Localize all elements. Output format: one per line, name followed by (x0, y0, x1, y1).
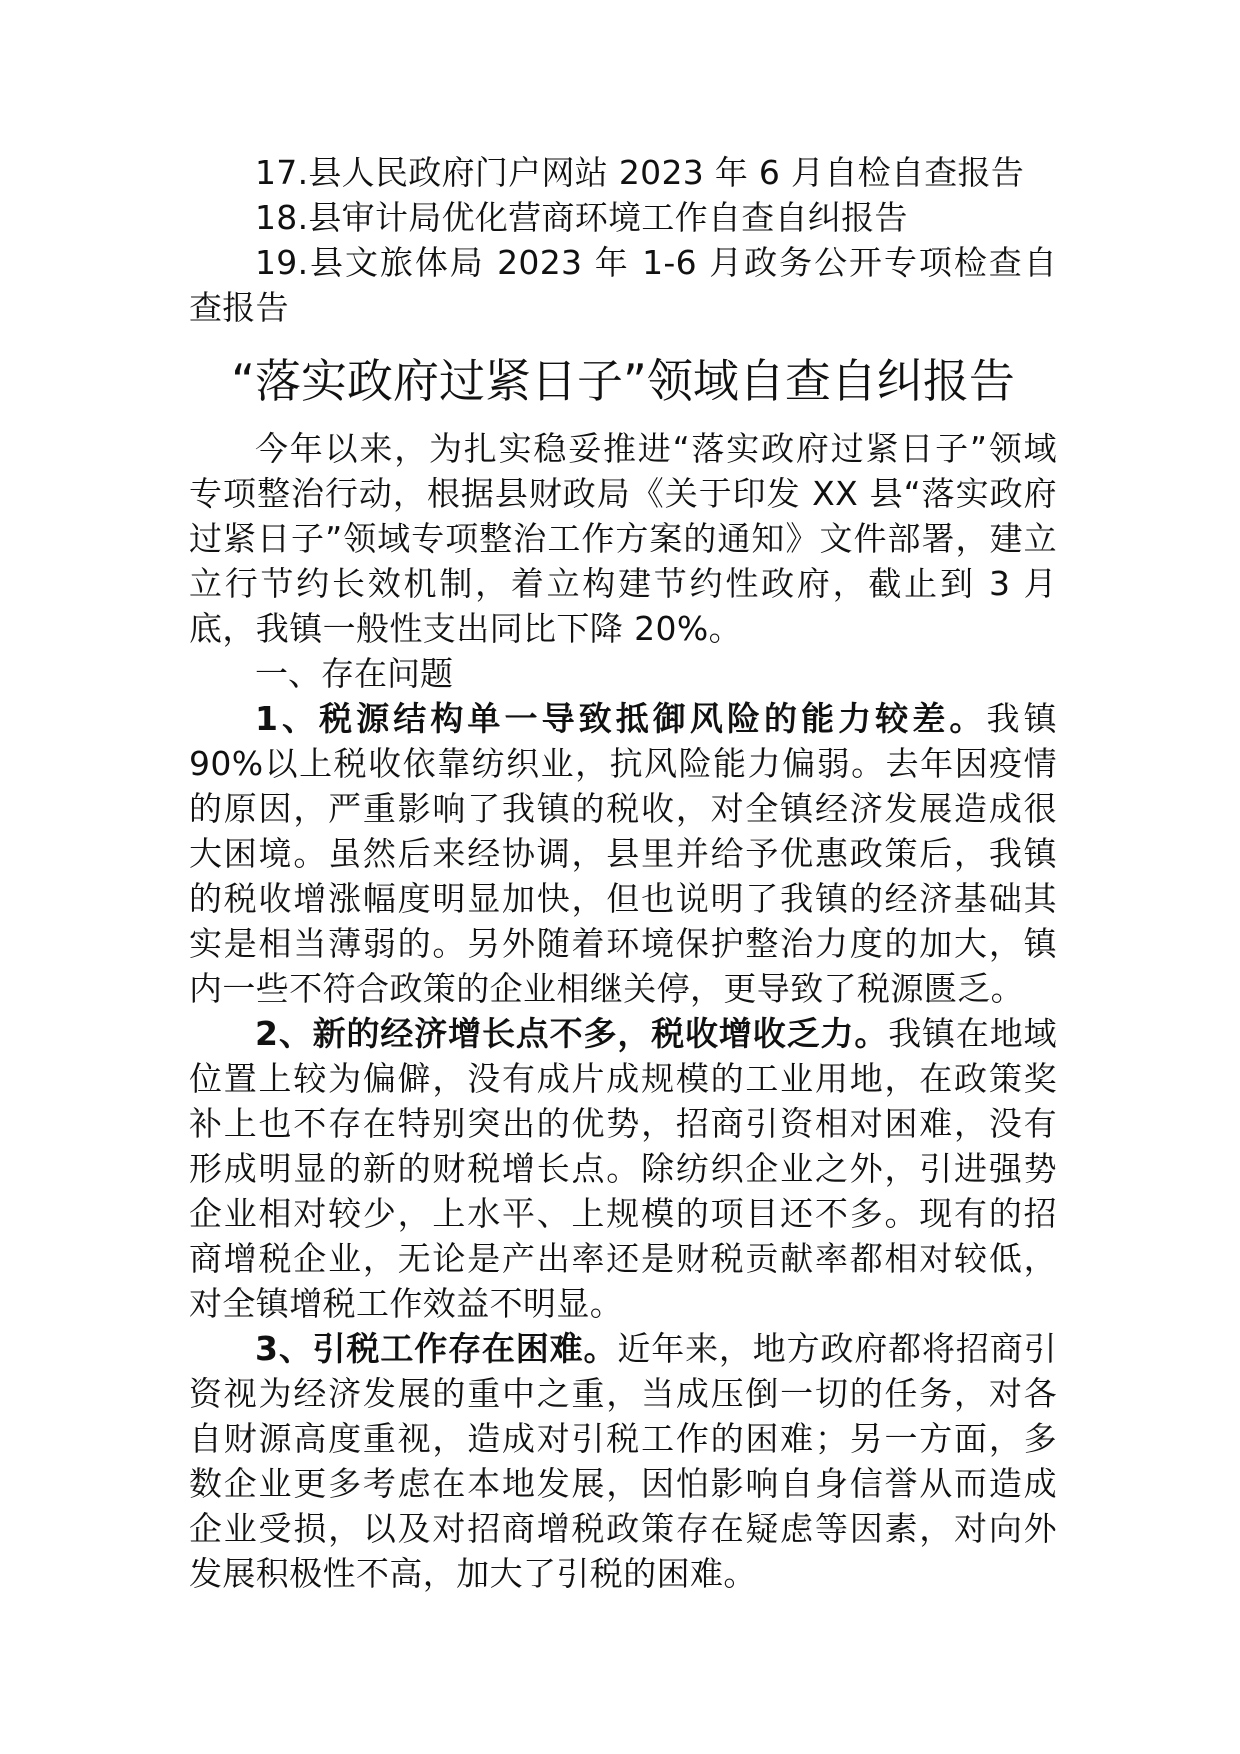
problem-item-1-body: 我镇 90%以上税收依靠纺织业，抗风险能力偏弱。去年因疫情的原因，严重影响了我镇的税收，对全镇经济发展造成很大困境。虽然后来经协调，县里并给予优惠政策后，我镇的税收增涨幅度明显加快，但也说明了我镇的经济基础其实是相当薄弱的。另外随着环境保护整治力度的加大，镇内一些不符合政策的企业相继关停，更导致了税源匮乏。 (189, 699, 1057, 1008)
problem-item-1 (189, 696, 1057, 1011)
problem-item-2-body: 我镇在地域位置上较为偏僻，没有成片成规模的工业用地，在政策奖补上也不存在特别突出的优势，招商引资相对困难，没有形成明显的新的财税增长点。除纺织企业之外，引进强势企业相对较少，上水平、上规模的项目还不多。现有的招商增税企业，无论是产出率还是财税贡献率都相对较低，对全镇增税工作效益不明显。 (189, 1014, 1058, 1323)
problem-item-3-body: 近年来，地方政府都将招商引资视为经济发展的重中之重，当成压倒一切的任务，对各自财源高度重视，造成对引税工作的困难；另一方面，多数企业更多考虑在本地发展，因怕影响自身信誉从而造成企业受损，以及对招商增税政策存在疑虑等因素，对向外发展积极性不高，加大了引税的困难。 (189, 1329, 1057, 1593)
toc-item-17: 17.县人民政府门户网站 2023 年 6 月自检自查报告 (255, 153, 1025, 192)
problem-item-1-heading: 1、税源结构单一导致抵御风险的能力较差。 (255, 699, 987, 738)
document-page (189, 150, 1057, 1596)
toc-item-18: 18.县审计局优化营商环境工作自查自纠报告 (255, 198, 908, 237)
document-title: “落实政府过紧日子”领域自查自纠报告 (231, 354, 1015, 408)
problem-item-3 (189, 1326, 1057, 1596)
section-heading-problems: 一、存在问题 (255, 654, 453, 693)
problem-item-2-heading: 2、新的经济增长点不多，税收增收乏力。 (255, 1014, 889, 1053)
toc-item-19: 19.县文旅体局 2023 年 1-6 月政务公开专项检查自查报告 (189, 243, 1057, 327)
problem-item-3-heading: 3、引税工作存在困难。 (255, 1329, 618, 1368)
problem-item-2 (189, 1011, 1057, 1326)
intro-paragraph: 今年以来，为扎实稳妥推进“落实政府过紧日子”领域专项整治行动，根据县财政局《关于印发 XX 县“落实政府过紧日子”领域专项整治工作方案的通知》文件部署，建立立行节约长效机制，着立构建节约性政府，截止到 3 月底，我镇一般性支出同比下降 20%。 (189, 429, 1057, 648)
